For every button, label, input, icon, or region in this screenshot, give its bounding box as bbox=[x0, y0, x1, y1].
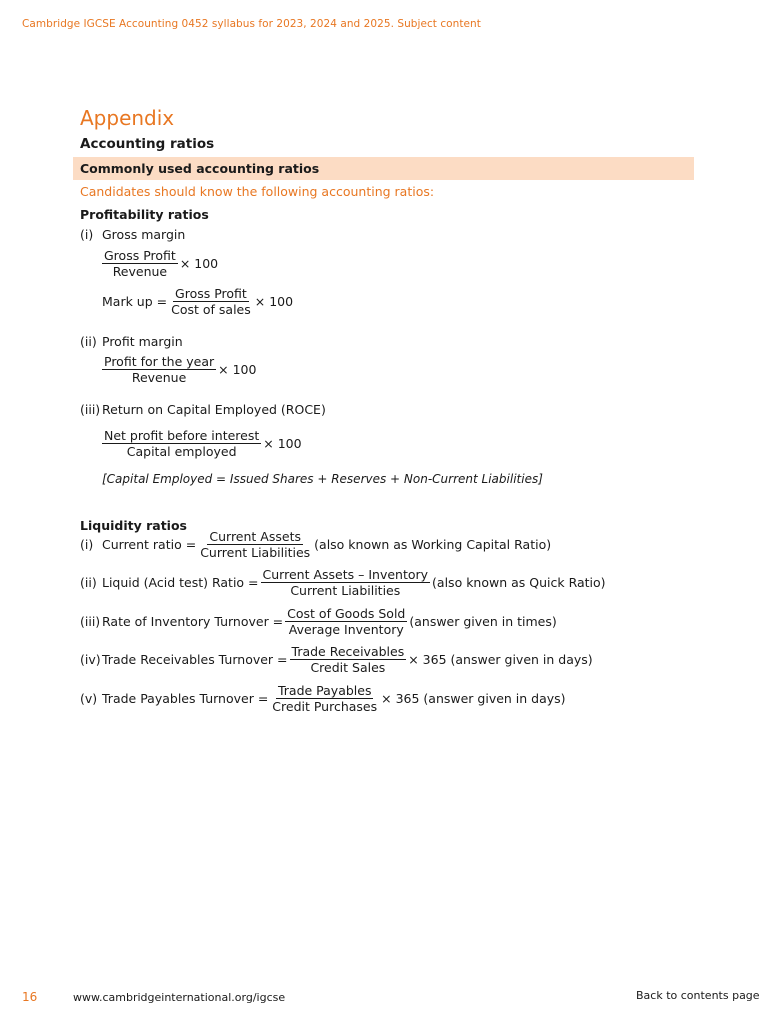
numerator: Cost of Goods Sold bbox=[287, 606, 406, 621]
denominator: Average Inventory bbox=[288, 622, 404, 637]
item-number: (iii) bbox=[80, 402, 101, 417]
numerator: Trade Payables bbox=[277, 683, 372, 698]
profit-margin-item bbox=[80, 334, 183, 349]
item-label: Profit margin bbox=[102, 334, 183, 349]
formula-suffix: (answer given in times) bbox=[409, 614, 557, 629]
numerator: Net profit before interest bbox=[104, 428, 260, 443]
gross-margin-item bbox=[80, 227, 185, 242]
fraction bbox=[270, 683, 379, 714]
item-number: (ii) bbox=[80, 334, 97, 349]
liquidity-item bbox=[80, 683, 566, 714]
multiplier: × 100 bbox=[254, 294, 294, 309]
item-label: Return on Capital Employed (ROCE) bbox=[102, 402, 326, 417]
numerator: Current Assets – Inventory bbox=[262, 567, 429, 582]
gross-margin-formula bbox=[100, 248, 218, 279]
intro-text: Candidates should know the following accounting ratios: bbox=[80, 184, 435, 199]
denominator: Cost of sales bbox=[171, 302, 251, 317]
formula-prefix: Liquid (Acid test) Ratio = bbox=[102, 575, 259, 590]
denominator: Credit Purchases bbox=[272, 699, 378, 714]
denominator: Current Liabilities bbox=[290, 583, 401, 598]
section-banner bbox=[73, 157, 694, 180]
item-number: (iii) bbox=[80, 614, 101, 629]
section-subtitle: Accounting ratios bbox=[80, 136, 215, 152]
mark-up-formula bbox=[102, 286, 293, 317]
formula-suffix: (also known as Quick Ratio) bbox=[432, 575, 606, 590]
formula-suffix: × 365 (answer given in days) bbox=[381, 691, 566, 706]
profit-margin-formula bbox=[100, 354, 256, 385]
formula-prefix: Mark up = bbox=[102, 294, 168, 309]
denominator: Revenue bbox=[112, 264, 168, 279]
denominator: Revenue bbox=[131, 370, 187, 385]
fraction bbox=[102, 354, 216, 385]
running-header: Cambridge IGCSE Accounting 0452 syllabus for 2023, 2024 and 2025. Subject content bbox=[22, 18, 481, 30]
numerator: Gross Profit bbox=[175, 286, 247, 301]
fraction bbox=[285, 606, 407, 637]
back-to-contents-link[interactable]: Back to contents page bbox=[636, 989, 760, 1002]
fraction bbox=[198, 529, 312, 560]
numerator: Profit for the year bbox=[104, 354, 215, 369]
liquidity-item bbox=[80, 567, 606, 598]
liquidity-item bbox=[80, 606, 557, 637]
liquidity-item bbox=[80, 644, 593, 675]
banner-label: Commonly used accounting ratios bbox=[80, 161, 320, 176]
formula-prefix: Rate of Inventory Turnover = bbox=[102, 614, 284, 629]
numerator: Gross Profit bbox=[104, 248, 176, 263]
formula-prefix: Trade Payables Turnover = bbox=[102, 691, 269, 706]
fraction bbox=[290, 644, 407, 675]
roce-item bbox=[80, 402, 326, 417]
item-number: (ii) bbox=[80, 575, 97, 590]
capital-employed-note: [Capital Employed = Issued Shares + Reserves + Non-Current Liabilities] bbox=[102, 472, 543, 486]
formula-suffix: (also known as Working Capital Ratio) bbox=[314, 537, 552, 552]
website-link[interactable]: www.cambridgeinternational.org/igcse bbox=[73, 991, 286, 1004]
fraction bbox=[102, 248, 178, 279]
page-title: Appendix bbox=[80, 106, 175, 130]
fraction bbox=[261, 567, 431, 598]
denominator: Credit Sales bbox=[310, 660, 386, 675]
profitability-heading: Profitability ratios bbox=[80, 207, 209, 222]
numerator: Trade Receivables bbox=[291, 644, 405, 659]
multiplier: × 100 bbox=[218, 362, 257, 377]
multiplier: × 100 bbox=[179, 256, 219, 271]
page-number: 16 bbox=[22, 990, 38, 1004]
multiplier: × 100 bbox=[263, 436, 302, 451]
formula-prefix: Current ratio = bbox=[102, 537, 197, 552]
item-number: (i) bbox=[80, 537, 94, 552]
numerator: Current Assets bbox=[209, 529, 301, 544]
item-number: (iv) bbox=[80, 652, 101, 667]
item-number: (i) bbox=[80, 227, 94, 242]
liquidity-item bbox=[80, 529, 551, 560]
fraction bbox=[102, 428, 261, 459]
formula-prefix: Trade Receivables Turnover = bbox=[102, 652, 288, 667]
item-number: (v) bbox=[80, 691, 98, 706]
item-label: Gross margin bbox=[102, 227, 186, 242]
formula-suffix: × 365 (answer given in days) bbox=[408, 652, 593, 667]
denominator: Current Liabilities bbox=[200, 545, 311, 560]
roce-formula bbox=[100, 428, 302, 459]
denominator: Capital employed bbox=[126, 444, 237, 459]
fraction bbox=[169, 286, 253, 317]
liquidity-heading: Liquidity ratios bbox=[80, 518, 187, 533]
